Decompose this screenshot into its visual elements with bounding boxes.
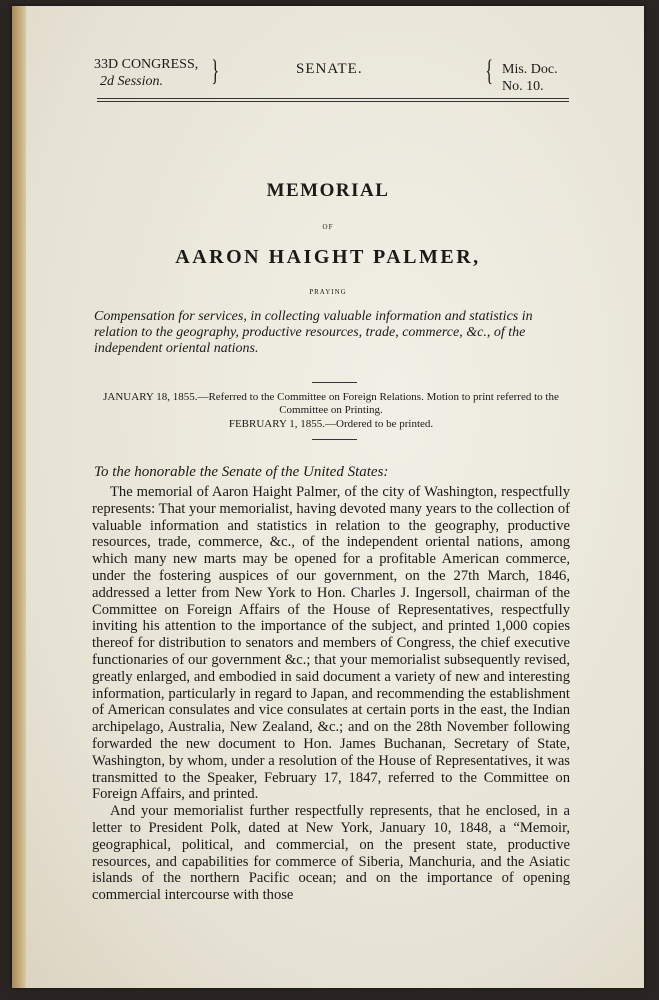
paragraph: The memorial of Aaron Haight Palmer, of the city of Washington, respectfully represents: That your memorialist, having devoted many years to the collection of valuable information and statistics in relation to the geography, productive resources, trade, commerce, &c., of the independent oriental nations, among which many new marts may be opened for a profitable American commerce, under the fostering auspices of our government, on the 27th March, 1846, addressed a letter from New York to Hon. Charles J. Ingersoll, chairman of the Committee on Foreign Affairs of the House of Representatives, respectfully inviting his attention to the importance of the subject, and printed 1,000 copies thereof for distribution to senators and members of Congress, the chief executive functionaries of our government &c.; that your memorialist subsequently revised, greatly enlarged, and embodied in said document a variety of new and interesting information, particularly in regard to Japan, and recommending the establishment of American consulates and vice consulates at certain ports in the east, the Indian archipelago, Australia, New Zealand, &c.; and on the 28th November following forwarded the new document to Hon. James Buchanan, Secretary of State, Washington, by whom, under a resolution of the House of Representatives, it was transmitted to the Speaker, February 17, 1847, referred to the Committee on Foreign Affairs, and printed. [92,484,570,803]
referral-january: JANUARY 18, 1855.—Referred to the Committee on Foreign Relations. Motion to print referred to the Committee on Printing. [103,391,559,416]
salutation: To the honorable the Senate of the United States: [94,464,389,480]
left-brace-icon: { [485,54,494,87]
of-label: OF [322,223,334,231]
page-content [12,6,644,988]
divider-short-top [312,382,357,383]
divider-short-bottom [312,439,357,440]
praying-label: PRAYING [309,288,347,296]
memorialist-name: AARON HAIGHT PALMER, [175,246,481,268]
session-label: 2d Session. [100,74,163,89]
document-title: MEMORIAL [266,180,390,201]
paragraph: And your memorialist further respectfully represents, that he enclosed, in a letter to President Polk, dated at New York, January 10, 1848, a “Memoir, geographical, political, and commercial, on the present state, productive resources, and capabilities for commerce of Siberia, Manchuria, and the Asiatic islands of the northern Pacific ocean; and on the importance of opening commercial intercourse with those [92,803,570,904]
congress-session [94,56,198,90]
doc-type-label: Mis. Doc. [502,62,558,77]
document-page [12,6,644,988]
document-number [502,61,558,95]
doc-number-label: No. 10. [502,79,544,94]
congress-label: 33D CONGRESS, [94,57,199,72]
header-rule-bottom [97,101,569,102]
right-brace-icon: } [211,54,220,87]
memorial-body [92,484,570,904]
chamber-label: SENATE. [296,61,363,77]
referral-february: FEBRUARY 1, 1855.—Ordered to be printed. [228,418,434,430]
header-rule-top [97,98,569,99]
subject-text: Compensation for services, in collecting valuable information and statistics in relation to the geography, productive resources, trade, commerce, &c., of the independent oriental nations. [94,309,533,356]
